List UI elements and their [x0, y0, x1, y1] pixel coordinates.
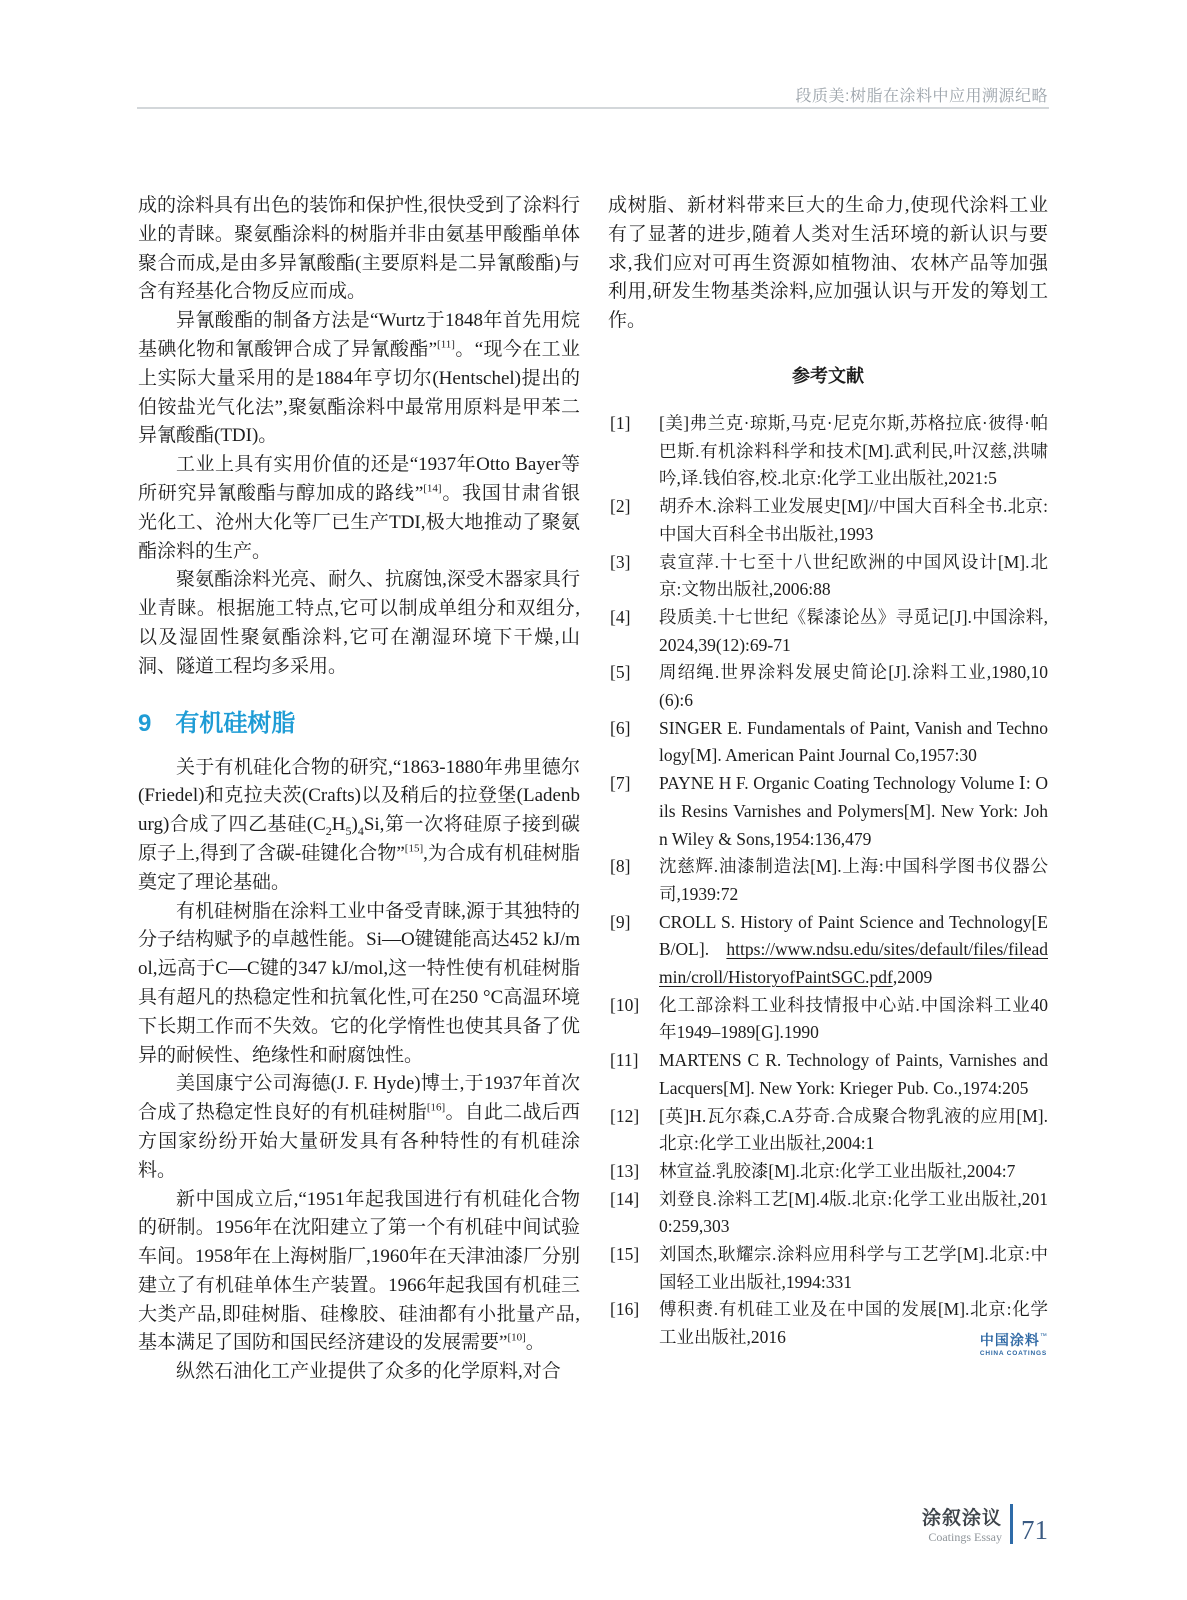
- reference-item: [608, 1103, 1048, 1158]
- page-footer: [922, 1504, 1048, 1544]
- reference-item: [608, 493, 1048, 548]
- reference-item: [608, 853, 1048, 908]
- logo-text-en: CHINA COATINGS: [979, 1350, 1047, 1357]
- reference-text: SINGER E. Fundamentals of Paint, Vanish and Technology[M]. American Paint Journal Co,1957:30: [659, 717, 1048, 766]
- reference-item: [608, 909, 1048, 992]
- content-columns: [138, 192, 1048, 1387]
- reference-text: 袁宣萍.十七至十八世纪欧洲的中国风设计[M].北京:文物出版社,2006:88: [659, 551, 1048, 600]
- reference-text: [英]H.瓦尔森,C.A芬奇.合成聚合物乳液的应用[M].北京:化学工业出版社,2004:1: [659, 1105, 1048, 1154]
- reference-text: [美]弗兰克·琼斯,马克·尼克尔斯,苏格拉底·彼得·帕巴斯.有机涂料科学和技术[M].武利民,叶汉慈,洪啸吟,译.钱伯容,校.北京:化学工业出版社,2021:5: [659, 412, 1048, 489]
- citation-marker: [14]: [423, 482, 442, 495]
- reference-text: CROLL S. History of Paint Science and Technology[EB/OL]. https://www.ndsu.edu/sites/default/files/fileadmin/croll/HistoryofPaintSGC.pdf,2009: [659, 911, 1048, 988]
- reference-number: [7]: [610, 773, 631, 794]
- left-column: [138, 192, 580, 1387]
- references-heading: 参考文献: [792, 365, 864, 386]
- section-heading: [138, 708, 580, 740]
- reference-number: [4]: [610, 606, 631, 627]
- reference-text: 刘登良.涂料工艺[M].4版.北京:化学工业出版社,2010:259,303: [659, 1188, 1048, 1237]
- body-paragraph: 关于有机硅化合物的研究,“1863-1880年弗里德尔(Friedel)和克拉夫茨(Crafts)以及稍后的拉登堡(Ladenburg)合成了四乙基硅$(C_2H_5)_4Si$,第一次将硅原子接到碳原子上,得到了含碳-硅键化合物”[15],为合成有机硅树脂奠定了理论基础。: [138, 756, 580, 893]
- reference-item: [608, 992, 1048, 1047]
- reference-text: 林宣益.乳胶漆[M].北京:化学工业出版社,2004:7: [659, 1160, 1016, 1181]
- reference-number: [3]: [610, 551, 631, 572]
- reference-item: [608, 1047, 1048, 1102]
- body-paragraph: 美国康宁公司海德(J. F. Hyde)博士,于1937年首次合成了热稳定性良好的有机硅树脂[16]。自此二战后西方国家纷纷开始大量研发具有各种特性的有机硅涂料。: [138, 1073, 580, 1181]
- reference-number: [6]: [610, 717, 631, 738]
- reference-item: [608, 410, 1048, 493]
- header-rule: [137, 107, 1049, 109]
- footer-divider-bar: [1010, 1504, 1013, 1544]
- reference-text: 沈慈辉.油漆制造法[M].上海:中国科学图书仪器公司,1939:72: [659, 856, 1048, 904]
- body-paragraph: 成的涂料具有出色的装饰和保护性,很快受到了涂料行业的青睐。聚氨酯涂料的树脂并非由氨基甲酸酯单体聚合而成,是由多异氰酸酯(主要原料是二异氰酸酯)与含有羟基化合物反应而成。: [138, 195, 580, 303]
- reference-item: [608, 715, 1048, 770]
- chemical-subscript: 2: [325, 823, 332, 838]
- reference-number: [9]: [610, 911, 631, 932]
- chemical-subscript: 5: [345, 823, 352, 838]
- section-title: 有机硅树脂: [175, 709, 296, 737]
- logo-cn-row: [980, 1333, 1047, 1349]
- reference-number: [8]: [610, 856, 631, 877]
- reference-number: [13]: [610, 1160, 640, 1181]
- body-paragraph: 工业上具有实用价值的还是“1937年Otto Bayer等所研究异氰酸酯与醇加成的路线”[14]。我国甘肃省银光化工、沧州大化等厂已生产TDI,极大地推动了聚氨酯涂料的生产。: [138, 454, 580, 562]
- reference-number: [10]: [610, 994, 640, 1015]
- china-coatings-logo: [980, 1333, 1047, 1358]
- body-paragraph: 纵然石油化工产业提供了众多的化学原料,对合: [176, 1361, 561, 1383]
- footer-section-title-en: Coatings Essay: [928, 1530, 1002, 1544]
- reference-number: [5]: [610, 662, 631, 683]
- footer-section-title-cn: 涂叙涂议: [921, 1508, 1002, 1529]
- reference-text: 段质美.十七世纪《髹漆论丛》寻觅记[J].中国涂料,2024,39(12):69-71: [659, 606, 1048, 655]
- reference-text: 刘国杰,耿耀宗.涂料应用科学与工艺学[M].北京:中国轻工业出版社,1994:331: [659, 1244, 1048, 1292]
- reference-text: 胡乔木.涂料工业发展史[M]//中国大百科全书.北京:中国大百科全书出版社,1993: [659, 496, 1048, 544]
- section-number: 9: [138, 709, 152, 737]
- reference-text: PAYNE H F. Organic Coating Technology Volume Ⅰ: Oils Resins Varnishes and Polymers[M]. New York: John Wiley & Sons,1954:136,479: [659, 773, 1048, 849]
- reference-url-link[interactable]: https://www.ndsu.edu/sites/default/files/fileadmin/croll/HistoryofPaintSGC.pdf: [659, 939, 1048, 988]
- body-paragraph: 有机硅树脂在涂料工业中备受青睐,源于其独特的分子结构赋予的卓越性能。Si—O键键能高达452 kJ/mol,远高于C—C键的347 kJ/mol,这一特性使有机硅树脂具有超凡的热稳定性和抗氧化性,可在250 °C高温环境下长期工作而不失效。它的化学惰性也使其具备了优异的耐候性、绝缘性和耐腐蚀性。: [138, 900, 580, 1066]
- reference-text: 周绍绳.世界涂料发展史简论[J].涂料工业,1980,10(6):6: [659, 662, 1048, 711]
- reference-item: [608, 1186, 1048, 1241]
- citation-marker: [11]: [437, 338, 455, 351]
- reference-item: [608, 659, 1048, 714]
- reference-number: [1]: [610, 412, 631, 433]
- right-column: [608, 192, 1048, 1352]
- chemical-subscript: 4: [357, 823, 364, 838]
- reference-text: MARTENS C R. Technology of Paints, Varnishes and Lacquers[M]. New York: Krieger Pub. Co.,1974:205: [659, 1050, 1048, 1098]
- citation-marker: [15]: [404, 842, 424, 855]
- reference-text: 傅积赉.有机硅工业及在中国的发展[M].北京:化学工业出版社,2016: [659, 1299, 1048, 1348]
- body-paragraph: 成树脂、新材料带来巨大的生命力,使现代涂料工业有了显著的进步,随着人类对生活环境的新认识与要求,我们应对可再生资源如植物油、农林产品等加强利用,研发生物基类涂料,应加强认识与开发的筹划工作。: [608, 195, 1048, 332]
- reference-number: [2]: [610, 496, 631, 517]
- logo-trademark: ™: [1039, 1333, 1047, 1340]
- reference-item: [608, 770, 1048, 853]
- footer-section-label: [922, 1508, 1002, 1544]
- body-paragraph: 新中国成立后,“1951年起我国进行有机硅化合物的研制。1956年在沈阳建立了第一个有机硅中间试验车间。1958年在上海树脂厂,1960年在天津油漆厂分别建立了有机硅单体生产装置。1966年起我国有机硅三大类产品,即硅树脂、硅橡胶、硅油都有小批量产品,基本满足了国防和国民经济建设的发展需要”[10]。: [138, 1188, 580, 1354]
- reference-item: [608, 604, 1048, 659]
- page-number: 71: [1021, 1515, 1048, 1545]
- body-paragraph: 聚氨酯涂料光亮、耐久、抗腐蚀,深受木器家具行业青睐。根据施工特点,它可以制成单组分和双组分,以及湿固性聚氨酯涂料,它可在潮湿环境下干燥,山洞、隧道工程均多采用。: [138, 569, 580, 677]
- citation-marker: [10]: [507, 1332, 526, 1345]
- reference-number: [14]: [610, 1188, 640, 1209]
- reference-text: 化工部涂料工业科技情报中心站.中国涂料工业40年1949–1989[G].1990: [659, 994, 1048, 1043]
- reference-number: [16]: [610, 1299, 640, 1320]
- running-title: 段质美:树脂在涂料中应用溯源纪略: [795, 88, 1048, 105]
- reference-number: [15]: [610, 1244, 640, 1265]
- citation-marker: [16]: [426, 1101, 446, 1114]
- reference-item: [608, 1241, 1048, 1296]
- reference-item: [608, 549, 1048, 604]
- reference-item: [608, 1158, 1048, 1186]
- logo-text-cn: 中国涂料: [979, 1332, 1040, 1348]
- reference-number: [12]: [610, 1105, 640, 1126]
- reference-number: [11]: [610, 1050, 639, 1071]
- body-paragraph: 异氰酸酯的制备方法是“Wurtz于1848年首先用烷基碘化物和氰酸钾合成了异氰酸酯”[11]。“现今在工业上实际大量采用的是1884年亨切尔(Hentschel)提出的伯铵盐光气化法”,聚氨酯涂料中最常用原料是甲苯二异氰酸酯(TDI)。: [138, 310, 580, 447]
